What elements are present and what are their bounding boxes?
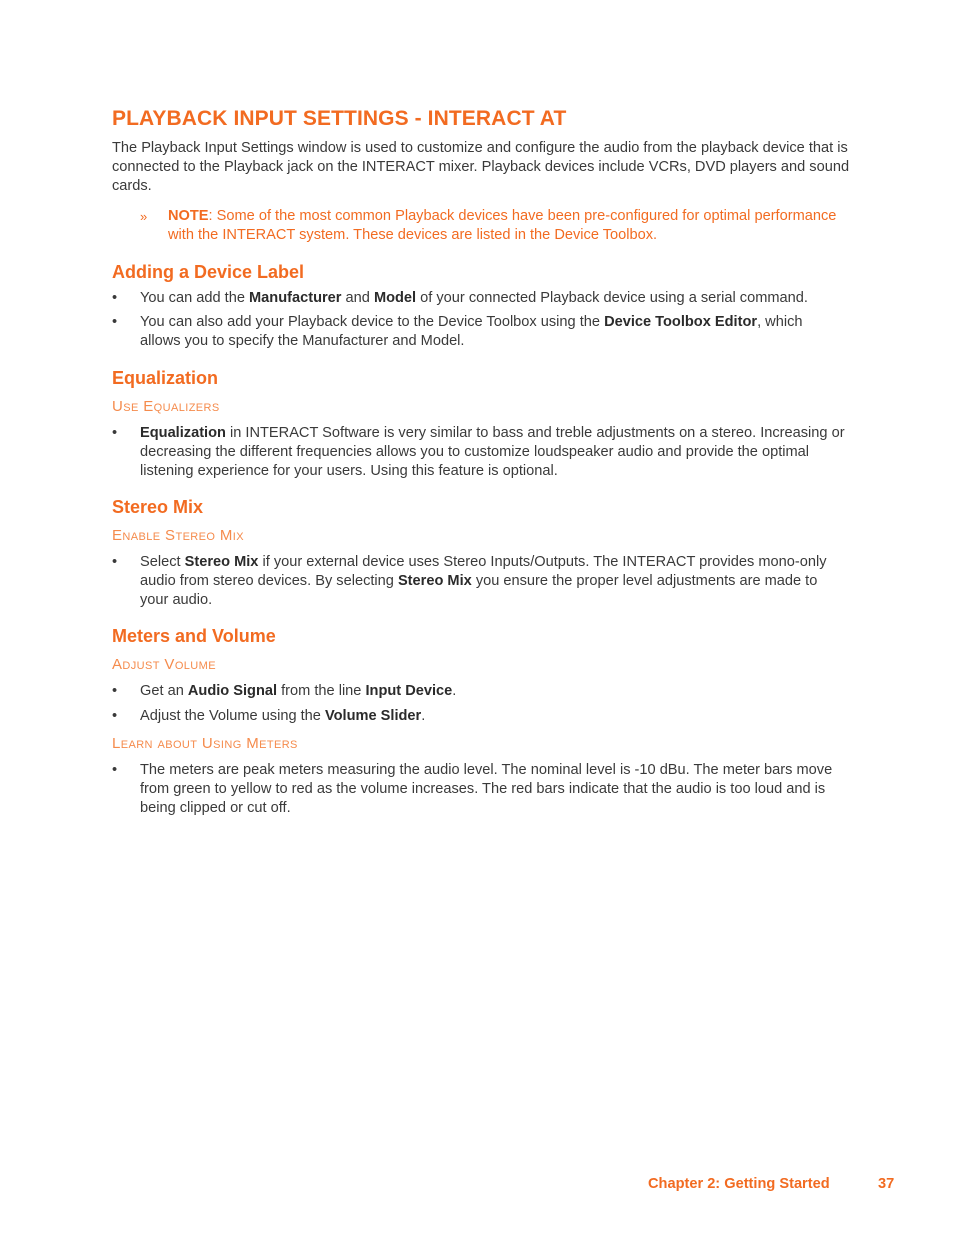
list-item: [112, 553, 847, 610]
list-item-text: Get an Audio Signal from the line Input Device.: [140, 683, 457, 699]
subheading-learn-meters: Learn about Using Meters: [112, 735, 298, 752]
page-title: PLAYBACK INPUT SETTINGS - INTERACT AT: [112, 107, 567, 130]
section-heading-meters-volume: Meters and Volume: [112, 626, 276, 646]
list-item: [112, 707, 847, 726]
list-item: [112, 289, 847, 308]
list-item: [112, 682, 847, 701]
list-item-text: You can add the Manufacturer and Model of your connected Playback device using a serial command.: [140, 290, 808, 306]
bullet-icon: •: [112, 708, 118, 724]
section-heading-stereo-mix: Stereo Mix: [112, 497, 204, 517]
intro-paragraph: The Playback Input Settings window is used to customize and configure the audio from the playback device that is connected to the Playback jack on the INTERACT mixer. Playback devices include VCRs, DVD players and sound cards.: [112, 140, 850, 194]
note-body: : Some of the most common Playback devices have been pre-configured for optimal performance with the INTERACT system. These devices are listed in the Device Toolbox.: [168, 208, 837, 243]
subheading-adjust-volume: Adjust Volume: [112, 656, 216, 673]
subheading-use-equalizers: Use Equalizers: [112, 398, 220, 415]
bullet-icon: •: [112, 683, 118, 699]
list-item-text: Equalization in INTERACT Software is very similar to bass and treble adjustments on a stereo. Increasing or decreasing the different frequencies allows you to customize loudspeaker audio and provide the optimal listening experience for your users. Using this feature is optional.: [140, 425, 845, 479]
footer-chapter: Chapter 2: Getting Started: [648, 1176, 830, 1192]
section-heading-device-label: Adding a Device Label: [112, 262, 305, 282]
subheading-enable-stereo-mix: Enable Stereo Mix: [112, 527, 244, 544]
list-item-text: Adjust the Volume using the Volume Slider.: [140, 708, 426, 724]
note-text: [168, 207, 840, 245]
list-item: [112, 761, 847, 818]
bullet-icon: •: [112, 290, 118, 306]
list-item-text: Select Stereo Mix if your external device uses Stereo Inputs/Outputs. The INTERACT provides mono-only audio from stereo devices. By selecting Stereo Mix you ensure the proper level adjustments are made to your audio.: [140, 554, 827, 608]
section-heading-equalization: Equalization: [112, 368, 219, 388]
note-callout: [140, 207, 840, 245]
bullet-icon: •: [112, 762, 118, 778]
list-item-text: The meters are peak meters measuring the audio level. The nominal level is -10 dBu. The meter bars move from green to yellow to red as the volume increases. The red bars indicate that the audio is too loud and is being clipped or cut off.: [140, 762, 833, 816]
list-item: [112, 313, 847, 351]
note-marker-icon: »: [140, 209, 148, 224]
bullet-icon: •: [112, 425, 118, 441]
list-item-text: You can also add your Playback device to the Device Toolbox using the Device Toolbox Editor, which allows you to specify the Manufacturer and Model.: [140, 314, 803, 349]
bullet-icon: •: [112, 554, 118, 570]
list-item: [112, 424, 847, 481]
bullet-icon: •: [112, 314, 118, 330]
note-label: NOTE: [168, 208, 209, 224]
page-number: 37: [878, 1176, 895, 1192]
